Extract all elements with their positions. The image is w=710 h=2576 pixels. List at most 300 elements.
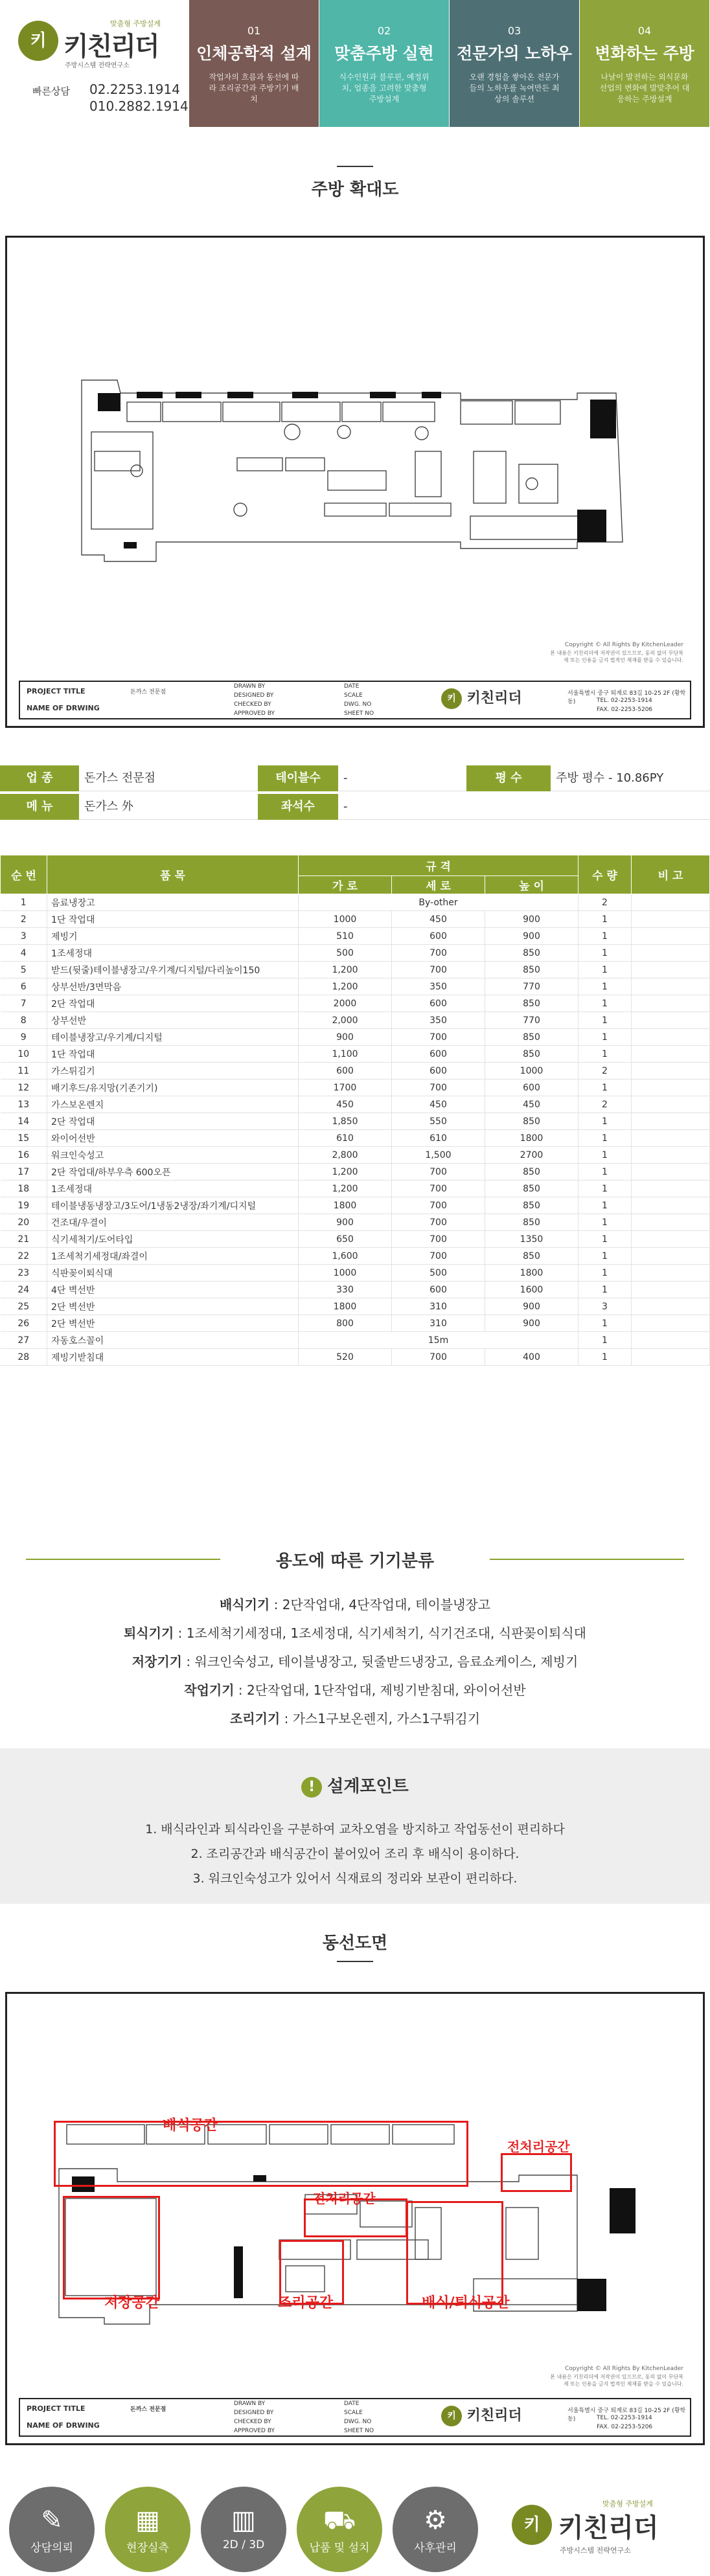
table-cell: 900 xyxy=(485,1298,578,1315)
table-cell: 1 xyxy=(578,911,632,928)
step-label: 사후관리 xyxy=(414,2542,457,2555)
design-points-title xyxy=(0,1773,710,1798)
table-cell: 1조세척기세정대/좌결이 xyxy=(47,1248,299,1265)
table-cell: 1 xyxy=(578,1231,632,1248)
table-cell xyxy=(632,1298,710,1315)
table-cell: 22 xyxy=(1,1248,47,1265)
tables-value: - xyxy=(343,771,348,785)
business-type-label: 업 종 xyxy=(0,765,79,791)
drawing-icon: ▥ xyxy=(231,2505,256,2535)
footer-logo[interactable] xyxy=(512,2498,700,2563)
table-cell: 1 xyxy=(578,1130,632,1147)
table-cell: 18 xyxy=(1,1181,47,1197)
project-title: 돈까스 전문점 xyxy=(130,2406,166,2413)
dwg-no-label: DWG. NO xyxy=(344,701,372,708)
design-point-2: 2. 조리공간과 배식공간이 붙어있어 조리 후 배식이 용이하다. xyxy=(190,1847,520,1861)
table-cell xyxy=(632,1130,710,1147)
table-cell xyxy=(632,1012,710,1029)
table-cell: 1 xyxy=(578,928,632,945)
table-cell: 1 xyxy=(578,1147,632,1164)
table-cell: 650 xyxy=(299,1231,392,1248)
tile-title: 전문가의 노하우 xyxy=(457,44,572,63)
table-cell xyxy=(632,1349,710,1366)
table-cell: 850 xyxy=(485,1164,578,1181)
category-row-cooking xyxy=(0,1708,710,1727)
category-text: : 가스1구보온렌지, 가스1구튀김기 xyxy=(280,1711,481,1726)
table-cell: 1 xyxy=(578,1029,632,1046)
table-cell: 700 xyxy=(392,1181,485,1197)
table-row xyxy=(1,1265,710,1282)
table-cell xyxy=(632,1197,710,1214)
table-cell: 2000 xyxy=(299,995,392,1012)
category-text: : 워크인숙성고, 테이블냉장고, 뒷줄받드냉장고, 음료쇼케이스, 제빙기 xyxy=(182,1654,578,1669)
table-cell: 500 xyxy=(299,945,392,962)
table-cell xyxy=(632,995,710,1012)
table-cell: 1800 xyxy=(485,1265,578,1282)
table-cell: 600 xyxy=(392,1282,485,1298)
table-cell: 제빙기받침대 xyxy=(47,1349,299,1366)
col-header-height: 높 이 xyxy=(485,876,578,894)
table-cell: 8 xyxy=(1,1012,47,1029)
title-block xyxy=(19,681,691,719)
table-cell xyxy=(632,1164,710,1181)
truck-icon: ⛟ xyxy=(323,2505,356,2535)
zone-washing-label: 배식/퇴식공간 xyxy=(422,2295,510,2311)
tile-number: 04 xyxy=(637,25,652,37)
table-row xyxy=(1,1181,710,1197)
tile-number: 03 xyxy=(507,25,521,37)
table-cell: 25 xyxy=(1,1298,47,1315)
table-row xyxy=(1,978,710,995)
section-divider xyxy=(337,1961,373,1962)
table-cell: 700 xyxy=(392,1349,485,1366)
table-cell: 850 xyxy=(485,1029,578,1046)
table-cell: 9 xyxy=(1,1029,47,1046)
approved-by-label: APPROVED BY xyxy=(234,2428,275,2434)
table-cell: 1 xyxy=(578,978,632,995)
table-cell: 3 xyxy=(578,1298,632,1315)
table-row xyxy=(1,1096,710,1113)
table-row xyxy=(1,894,710,911)
category-row-return xyxy=(0,1623,710,1642)
table-cell: 3 xyxy=(1,928,47,945)
table-cell: 450 xyxy=(485,1096,578,1113)
table-cell: 400 xyxy=(485,1349,578,1366)
company-address: 서울특별시 중구 퇴계로 83길 10-25 2F (황학동) xyxy=(567,2408,686,2423)
table-cell: 1600 xyxy=(485,1282,578,1298)
table-cell xyxy=(632,1029,710,1046)
table-cell: 2 xyxy=(578,1063,632,1079)
table-cell: 7 xyxy=(1,995,47,1012)
step-label: 납품 및 설치 xyxy=(309,2542,370,2555)
table-row xyxy=(1,1012,710,1029)
step-label: 현장실측 xyxy=(126,2542,169,2555)
table-cell: 1800 xyxy=(299,1298,392,1315)
col-header-item: 품 목 xyxy=(47,855,299,894)
step-delivery-button[interactable] xyxy=(297,2487,382,2572)
table-cell xyxy=(632,1147,710,1164)
table-cell: 16 xyxy=(1,1147,47,1164)
table-cell: 1 xyxy=(578,1214,632,1231)
table-cell xyxy=(632,1113,710,1130)
category-row-work xyxy=(0,1680,710,1699)
table-cell: 음료냉장고 xyxy=(47,894,299,911)
table-cell: 900 xyxy=(485,928,578,945)
table-cell: 770 xyxy=(485,1012,578,1029)
tile-title: 맞춤주방 실현 xyxy=(334,44,434,63)
section-title-flow: 동선도면 xyxy=(322,1934,388,1953)
design-points-box xyxy=(0,1748,710,1904)
step-consult-button[interactable] xyxy=(9,2487,95,2572)
table-cell: 850 xyxy=(485,1197,578,1214)
table-cell: 600 xyxy=(392,928,485,945)
sheet-no-label: SHEET NO xyxy=(344,2428,374,2434)
table-row xyxy=(1,1147,710,1164)
footer-logo-subtitle: 주방시스템 전략연구소 xyxy=(560,2546,631,2555)
table-cell: 15 xyxy=(1,1130,47,1147)
table-cell: 17 xyxy=(1,1164,47,1181)
table-cell: 1 xyxy=(578,1079,632,1096)
table-cell: 1 xyxy=(578,1012,632,1029)
page-header xyxy=(0,0,710,127)
table-cell: 받드(뒷줄)테이블냉장고/우기계/디지털/다리높이150 xyxy=(47,962,299,978)
table-cell: 상부선반/3면막음 xyxy=(47,978,299,995)
category-title: 용도에 따른 기기분류 xyxy=(275,1552,435,1571)
logo-mark-icon: 키 xyxy=(512,2505,552,2545)
table-cell: 1 xyxy=(578,1315,632,1332)
phone-number-1[interactable]: 02.2253.1914 xyxy=(89,82,180,97)
table-cell: 1,600 xyxy=(299,1248,392,1265)
table-cell: 850 xyxy=(485,1113,578,1130)
zone-serving-label: 배식공간 xyxy=(163,2118,218,2134)
table-cell: 450 xyxy=(299,1096,392,1113)
table-cell: 850 xyxy=(485,962,578,978)
process-footer xyxy=(0,2475,710,2576)
logo-name: 키친리더 xyxy=(63,32,159,62)
approved-by-label: APPROVED BY xyxy=(234,710,275,717)
table-cell: 테이블냉동냉장고/3도어/1냉동2냉장/좌기계/디지털 xyxy=(47,1197,299,1214)
zone-washing xyxy=(406,2201,503,2305)
table-cell: 600 xyxy=(485,1079,578,1096)
date-label: DATE xyxy=(344,2401,360,2407)
project-title-label: PROJECT TITLE xyxy=(27,2404,86,2413)
table-cell: 20 xyxy=(1,1214,47,1231)
table-cell: 1000 xyxy=(299,1265,392,1282)
table-cell: 850 xyxy=(485,1214,578,1231)
col-header-qty: 수 량 xyxy=(578,855,632,894)
table-cell: 11 xyxy=(1,1063,47,1079)
logo-tagline: 맞춤형 주방설계 xyxy=(110,19,161,28)
zone-storage xyxy=(63,2196,160,2299)
brand-logo[interactable] xyxy=(13,18,189,115)
title-block-logo: 키 키친리더 xyxy=(441,2404,522,2426)
table-cell: 600 xyxy=(392,1063,485,1079)
zone-serving xyxy=(54,2121,468,2187)
table-cell: 700 xyxy=(392,1231,485,1248)
table-cell: 900 xyxy=(485,1315,578,1332)
table-cell: 테이블냉장고/우기계/디지털 xyxy=(47,1029,299,1046)
table-row xyxy=(1,1113,710,1130)
category-row-storage xyxy=(0,1651,710,1670)
phone-number-2[interactable]: 010.2882.1914 xyxy=(89,98,189,114)
zone-storage-label: 저장공간 xyxy=(104,2295,160,2311)
table-cell xyxy=(632,1063,710,1079)
table-cell: 21 xyxy=(1,1231,47,1248)
company-fax: FAX. 02-2253-5206 xyxy=(597,2424,653,2430)
table-row xyxy=(1,1315,710,1332)
seats-value: - xyxy=(343,800,348,813)
zone-prep-right-label: 전처리공간 xyxy=(507,2139,570,2154)
kitchen-floorplan-drawing xyxy=(5,236,705,728)
table-cell: 1,200 xyxy=(299,978,392,995)
table-cell: 1조세정대 xyxy=(47,945,299,962)
table-cell: 1800 xyxy=(485,1130,578,1147)
table-cell: 15m xyxy=(299,1332,578,1349)
table-cell: 700 xyxy=(392,1164,485,1181)
table-cell: 770 xyxy=(485,978,578,995)
category-text: : 1조세척기세정대, 1조세정대, 식기세척기, 식기건조대, 식판꽂이퇴식대 xyxy=(174,1625,586,1641)
table-cell xyxy=(632,1079,710,1096)
title-block xyxy=(19,2398,691,2437)
company-fax: FAX. 02-2253-5206 xyxy=(597,706,653,713)
table-cell: 450 xyxy=(392,911,485,928)
feature-tile-expertise[interactable] xyxy=(450,0,579,127)
table-cell: 1350 xyxy=(485,1231,578,1248)
tile-title: 인체공학적 설계 xyxy=(196,44,312,63)
table-cell: 700 xyxy=(392,1214,485,1231)
table-cell: 700 xyxy=(392,1248,485,1265)
table-row xyxy=(1,911,710,928)
table-cell xyxy=(632,978,710,995)
table-cell: 2단 작업대 xyxy=(47,1113,299,1130)
table-cell: 식판꽂이퇴식대 xyxy=(47,1265,299,1282)
table-row xyxy=(1,995,710,1012)
table-cell xyxy=(632,1315,710,1332)
table-cell: 700 xyxy=(392,962,485,978)
table-cell: 식기세척기/도어타입 xyxy=(47,1231,299,1248)
table-cell: 330 xyxy=(299,1282,392,1298)
checked-by-label: CHECKED BY xyxy=(234,701,271,708)
category-label: 저장기기 xyxy=(132,1654,182,1669)
table-cell: 1800 xyxy=(299,1197,392,1214)
phone-label: 빠른상담 xyxy=(32,85,70,97)
table-cell: 2700 xyxy=(485,1147,578,1164)
table-cell: 1 xyxy=(578,945,632,962)
table-cell: 26 xyxy=(1,1315,47,1332)
table-cell: 850 xyxy=(485,1248,578,1265)
table-cell: 1 xyxy=(578,1282,632,1298)
zone-prep-right xyxy=(501,2153,572,2192)
table-cell xyxy=(632,1332,710,1349)
table-cell: 상부선반 xyxy=(47,1012,299,1029)
table-cell: 1,850 xyxy=(299,1113,392,1130)
table-row xyxy=(1,1046,710,1063)
table-cell xyxy=(632,1282,710,1298)
table-cell: 1조세정대 xyxy=(47,1181,299,1197)
company-tel: TEL. 02-2253-1914 xyxy=(597,697,652,704)
table-cell: 1 xyxy=(578,1197,632,1214)
table-cell: 1단 작업대 xyxy=(47,911,299,928)
design-point-3: 3. 워크인숙성고가 있어서 식재료의 정리와 보관이 편리하다. xyxy=(192,1871,518,1886)
table-cell: 2단 벽선반 xyxy=(47,1298,299,1315)
table-cell xyxy=(632,945,710,962)
business-type-value: 돈가스 전문점 xyxy=(84,771,156,785)
table-row xyxy=(1,1298,710,1315)
table-cell: 24 xyxy=(1,1282,47,1298)
table-cell: 1 xyxy=(1,894,47,911)
step-aftercare-button[interactable] xyxy=(393,2487,478,2572)
table-row xyxy=(1,962,710,978)
table-cell: 1,500 xyxy=(392,1147,485,1164)
col-header-note: 비 고 xyxy=(632,855,710,894)
table-cell: 1 xyxy=(578,1181,632,1197)
copyright-text: Copyright © All Rights By KitchenLeader xyxy=(564,642,683,648)
tile-description: 작업자의 흐름과 동선에 따라 조리공간과 주방기기 배치 xyxy=(209,73,299,104)
table-cell: 850 xyxy=(485,1181,578,1197)
feature-tile-custom[interactable] xyxy=(319,0,449,127)
table-cell: 1 xyxy=(578,1164,632,1181)
step-label: 상담의뢰 xyxy=(30,2542,73,2555)
table-cell: 1000 xyxy=(299,911,392,928)
info-row-business xyxy=(0,765,710,791)
table-row xyxy=(1,1332,710,1349)
category-label: 배식기기 xyxy=(219,1597,270,1612)
project-title-label: PROJECT TITLE xyxy=(27,687,86,695)
table-cell xyxy=(632,928,710,945)
table-cell: 4단 벽선반 xyxy=(47,1282,299,1298)
table-row xyxy=(1,1214,710,1231)
feature-tile-change[interactable] xyxy=(580,0,709,127)
zone-cooking-label: 조리공간 xyxy=(278,2295,334,2311)
table-row xyxy=(1,1349,710,1366)
tile-number: 02 xyxy=(377,25,391,37)
tile-number: 01 xyxy=(247,25,261,37)
table-cell: 1,100 xyxy=(299,1046,392,1063)
measure-icon: ▦ xyxy=(135,2505,160,2535)
table-cell: 와이어선반 xyxy=(47,1130,299,1147)
table-row xyxy=(1,1063,710,1079)
table-row xyxy=(1,1029,710,1046)
table-cell: 350 xyxy=(392,1012,485,1029)
table-cell: 10 xyxy=(1,1046,47,1063)
table-cell: 1 xyxy=(578,1332,632,1349)
feature-tile-ergonomic[interactable] xyxy=(189,0,319,127)
flow-floorplan-drawing xyxy=(5,1992,705,2445)
drawing-name-label: NAME OF DRWING xyxy=(27,704,100,712)
logo-mark-icon: 키 xyxy=(18,21,58,61)
table-cell: 27 xyxy=(1,1332,47,1349)
title-block-logo-name: 키친리더 xyxy=(466,2408,522,2424)
table-cell: 6 xyxy=(1,978,47,995)
design-point-1: 1. 배식라인과 퇴식라인을 구분하여 교차오염을 방지하고 작업동선이 편리하다 xyxy=(145,1822,565,1836)
dwg-no-label: DWG. NO xyxy=(344,2419,372,2425)
exclamation-icon: ! xyxy=(301,1777,322,1798)
table-cell: 1,200 xyxy=(299,1181,392,1197)
table-cell: 2 xyxy=(578,1096,632,1113)
table-cell: 1,200 xyxy=(299,962,392,978)
table-row xyxy=(1,1231,710,1248)
table-row xyxy=(1,1197,710,1214)
logo-subtitle: 주방시스템 전략연구소 xyxy=(65,62,130,69)
table-cell: 2단 작업대/하부우측 600오픈 xyxy=(47,1164,299,1181)
col-header-spec: 규 격 xyxy=(299,855,578,876)
table-cell: 600 xyxy=(392,1046,485,1063)
table-cell: 350 xyxy=(392,978,485,995)
scale-label: SCALE xyxy=(344,692,363,699)
table-cell: 900 xyxy=(299,1029,392,1046)
table-cell: 2 xyxy=(578,894,632,911)
table-cell: 가스튀김기 xyxy=(47,1063,299,1079)
table-cell: 자동호스꼴이 xyxy=(47,1332,299,1349)
step-label: 2D / 3D xyxy=(222,2538,265,2551)
table-cell: 5 xyxy=(1,962,47,978)
step-measure-button[interactable] xyxy=(105,2487,190,2572)
table-cell: 13 xyxy=(1,1096,47,1113)
step-drawing-button[interactable] xyxy=(201,2487,286,2572)
tile-description: 오랜 경험을 쌓아온 전문가들의 노하우를 녹여만든 최상의 솔루션 xyxy=(469,73,560,104)
zone-prep-label: 전처리공간 xyxy=(313,2191,376,2206)
menu-value: 돈가스 外 xyxy=(84,800,133,813)
category-label: 조리기기 xyxy=(229,1711,281,1726)
table-cell: 가스보온렌지 xyxy=(47,1096,299,1113)
footer-logo-tagline: 맞춤형 주방설계 xyxy=(602,2500,653,2508)
floorplan-svg xyxy=(7,238,703,626)
table-cell: 850 xyxy=(485,945,578,962)
table-cell xyxy=(632,1248,710,1265)
table-cell: 700 xyxy=(392,1079,485,1096)
table-cell: 610 xyxy=(392,1130,485,1147)
table-cell: 600 xyxy=(392,995,485,1012)
copyright-note: 본 내용은 키친리더에 저작권이 있으므로, 동의 없이 무단복제 또는 인용을 금지 법적인 제재를 받을 수 있습니다. xyxy=(550,650,683,663)
drawn-by-label: DRAWN BY xyxy=(234,2401,266,2407)
table-cell xyxy=(632,1214,710,1231)
section-divider xyxy=(337,166,373,167)
category-row-serving xyxy=(0,1594,710,1613)
menu-label: 메 뉴 xyxy=(0,794,79,820)
table-cell: 850 xyxy=(485,995,578,1012)
copyright-note: 본 내용은 키친리더에 저작권이 있으므로, 동의 없이 무단복제 또는 인용을 금지 법적인 제재를 받을 수 있습니다. xyxy=(550,2374,683,2387)
chat-icon: ✎ xyxy=(41,2505,63,2535)
area-value: 주방 평수 - 10.86PY xyxy=(556,771,664,785)
footer-logo-name: 키친리더 xyxy=(558,2513,659,2543)
table-cell: By-other xyxy=(299,894,578,911)
table-cell: 1 xyxy=(578,1349,632,1366)
date-label: DATE xyxy=(344,683,360,690)
col-header-no: 순 번 xyxy=(1,855,47,894)
table-cell: 2 xyxy=(1,911,47,928)
spec-table-body xyxy=(1,894,710,1366)
tile-description: 식수인원과 블루핀, 예정위치, 업종을 고려한 맞춤형 주방설계 xyxy=(339,73,429,104)
checked-by-label: CHECKED BY xyxy=(234,2419,271,2425)
table-cell xyxy=(632,962,710,978)
table-cell: 건조대/우결이 xyxy=(47,1214,299,1231)
table-cell: 510 xyxy=(299,928,392,945)
area-label: 평 수 xyxy=(466,765,551,791)
title-block-logo-name: 키친리더 xyxy=(466,690,522,706)
table-cell: 900 xyxy=(299,1214,392,1231)
table-cell: 14 xyxy=(1,1113,47,1130)
tables-label: 테이블수 xyxy=(258,765,338,791)
table-cell: 2단 작업대 xyxy=(47,995,299,1012)
tile-description: 나날이 발전하는 외식문화 선업의 변화에 발맞추어 대응하는 주방설계 xyxy=(599,73,690,104)
table-cell: 워크인숙성고 xyxy=(47,1147,299,1164)
seats-label: 좌석수 xyxy=(258,794,338,820)
table-cell: 2,000 xyxy=(299,1012,392,1029)
table-cell: 19 xyxy=(1,1197,47,1214)
table-cell: 28 xyxy=(1,1349,47,1366)
category-text: : 2단작업대, 1단작업대, 제빙기받침대, 와이어선반 xyxy=(234,1682,526,1698)
table-cell: 700 xyxy=(392,1029,485,1046)
